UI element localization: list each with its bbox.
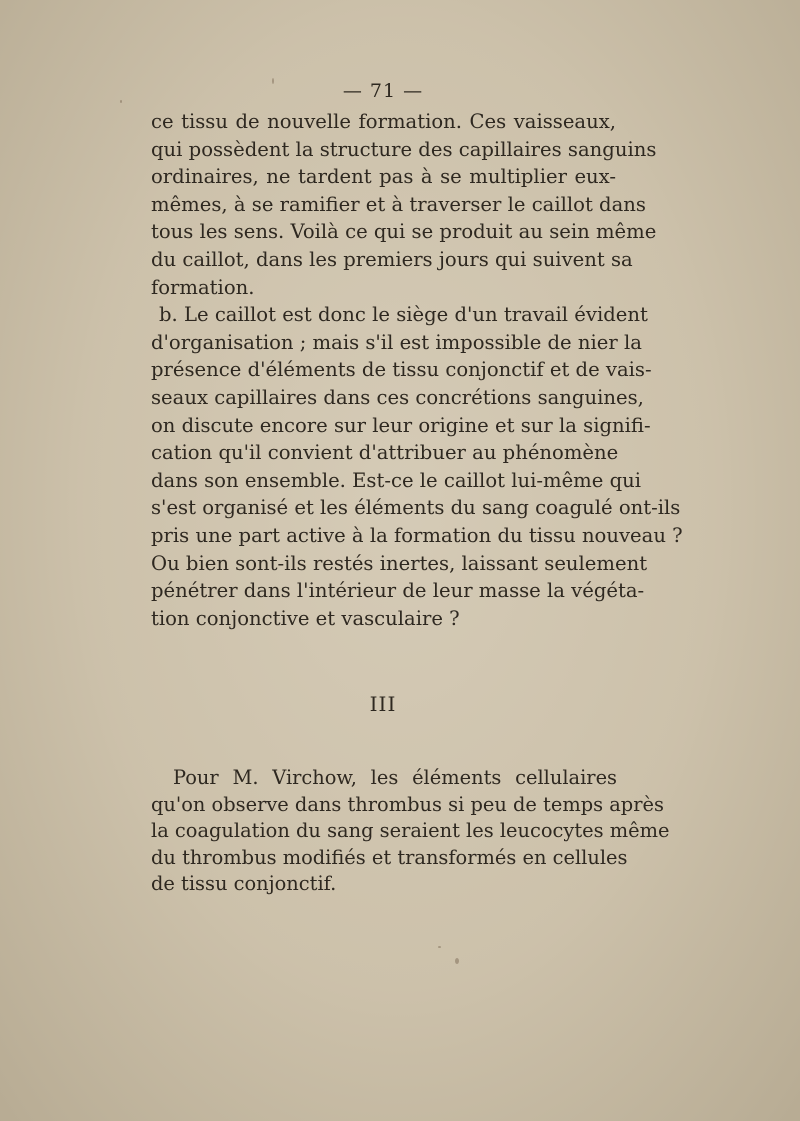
text-line: Ou bien sont-ils restés inertes, laissant seulement: [151, 551, 648, 575]
page-number: — 71 —: [342, 80, 424, 102]
text-line: tous les sens. Voilà ce qui se produit au sein même: [151, 220, 657, 244]
text-line: formation.: [151, 275, 255, 299]
text-line: du thrombus modifiés et transformés en cellules: [151, 845, 628, 869]
text-line: ordinaires, ne tardent pas à se multiplier eux-: [151, 165, 616, 189]
text-line: du caillot, dans les premiers jours qui suivent sa: [151, 247, 633, 271]
text-line: pénétrer dans l'intérieur de leur masse la végéta-: [151, 579, 645, 603]
text-line: tion conjonctive et vasculaire ?: [151, 606, 460, 630]
text-line: seaux capillaires dans ces concrétions sanguines,: [151, 385, 644, 409]
text-line: ce tissu de nouvelle formation. Ces vaisseaux,: [151, 110, 616, 133]
main-text-upper: [151, 108, 683, 632]
ink-speck: [455, 958, 459, 964]
text-line: de tissu conjonctif.: [151, 872, 337, 896]
text-line: mêmes, à se ramifier et à traverser le caillot dans: [151, 192, 646, 216]
text-line: la coagulation du sang seraient les leucocytes même: [151, 819, 670, 843]
section-heading: III: [369, 692, 397, 716]
ink-speck: [438, 946, 441, 948]
text-line: Pour M. Virchow, les éléments cellulaires: [173, 766, 617, 789]
text-line: cation qu'il convient d'attribuer au phénomène: [151, 441, 619, 465]
text-line: dans son ensemble. Est-ce le caillot lui-même qui: [151, 468, 642, 492]
text-line: b. Le caillot est donc le siège d'un travail évident: [159, 303, 648, 327]
text-line: qu'on observe dans thrombus si peu de temps après: [151, 792, 664, 816]
text-line: d'organisation ; mais s'il est impossible de nier la: [151, 330, 642, 354]
text-line: pris une part active à la formation du tissu nouveau ?: [151, 523, 683, 547]
text-line: s'est organisé et les éléments du sang coagulé ont-ils: [151, 496, 681, 520]
text-line: on discute encore sur leur origine et sur la signifi-: [151, 413, 651, 437]
main-text-lower: [151, 765, 670, 898]
text-line: présence d'éléments de tissu conjonctif et de vais-: [151, 358, 652, 382]
text-line: qui possèdent la structure des capillaires sanguins: [151, 137, 657, 161]
